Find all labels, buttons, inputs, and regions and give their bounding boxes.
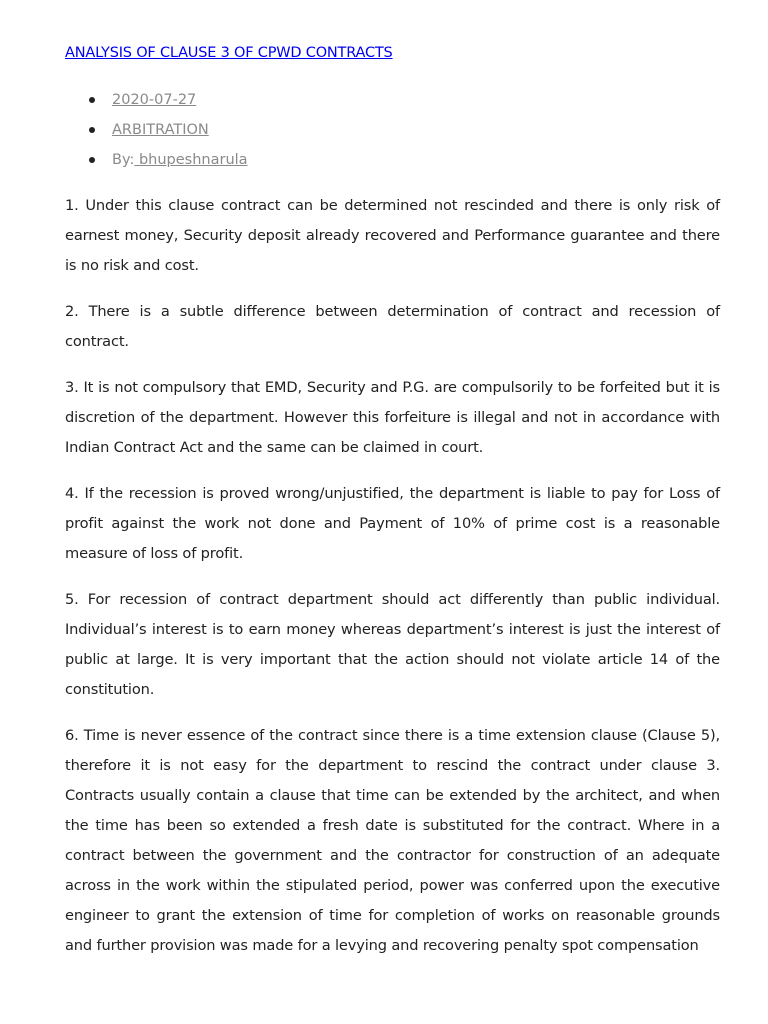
meta-date-item — [65, 90, 248, 120]
meta-author-item — [65, 150, 248, 180]
paragraph-5: 5. For recession of contract department should act differently than public individual. Individual’s interest is to earn money whereas department’s interest is just the interest of public at large. It is very important that the action should not violate article 14 of the constitution. — [65, 591, 720, 698]
meta-author-link[interactable]: bhupeshnarula — [134, 152, 248, 168]
paragraph-2: 2. There is a subtle difference between determination of contract and recession of contract. — [65, 303, 720, 350]
article-title-link[interactable]: ANALYSIS OF CLAUSE 3 OF CPWD CONTRACTS — [65, 45, 393, 61]
paragraph-3: 3. It is not compulsory that EMD, Security and P.G. are compulsorily to be forfeited but it is discretion of the department. However this forfeiture is illegal and not in accordance with Indian Contract Act and the same can be claimed in court. — [65, 379, 720, 456]
paragraph-1: 1. Under this clause contract can be determined not rescinded and there is only risk of earnest money, Security deposit already recovered and Performance guarantee and there is no risk and cost. — [65, 197, 720, 274]
paragraph-4: 4. If the recession is proved wrong/unjustified, the department is liable to pay for Loss of profit against the work not done and Payment of 10% of prime cost is a reasonable measure of loss of profit. — [65, 485, 720, 562]
paragraph-6: 6. Time is never essence of the contract since there is a time extension clause (Clause 5), therefore it is not easy for the department to rescind the contract under clause 3. Contracts usually contain a clause that time can be extended by the architect, and when the time has been so extended a fresh date is substituted for the contract. Where in a contract between the government and the contractor for construction of an adequate across in the work within the stipulated period, power was conferred upon the executive engineer to grant the extension of time for completion of works on reasonable grounds and further provision was made for a levying and recovering penalty spot compensation — [65, 727, 720, 954]
meta-category-item — [65, 120, 248, 150]
article-body — [65, 191, 720, 977]
bullet-icon — [89, 157, 95, 163]
meta-category-link[interactable]: ARBITRATION — [112, 122, 209, 138]
bullet-icon — [89, 97, 95, 103]
meta-author-prefix: By: — [112, 152, 135, 168]
meta-date-link[interactable]: 2020-07-27 — [112, 92, 197, 108]
article-meta-list — [65, 90, 248, 180]
bullet-icon — [89, 127, 95, 133]
